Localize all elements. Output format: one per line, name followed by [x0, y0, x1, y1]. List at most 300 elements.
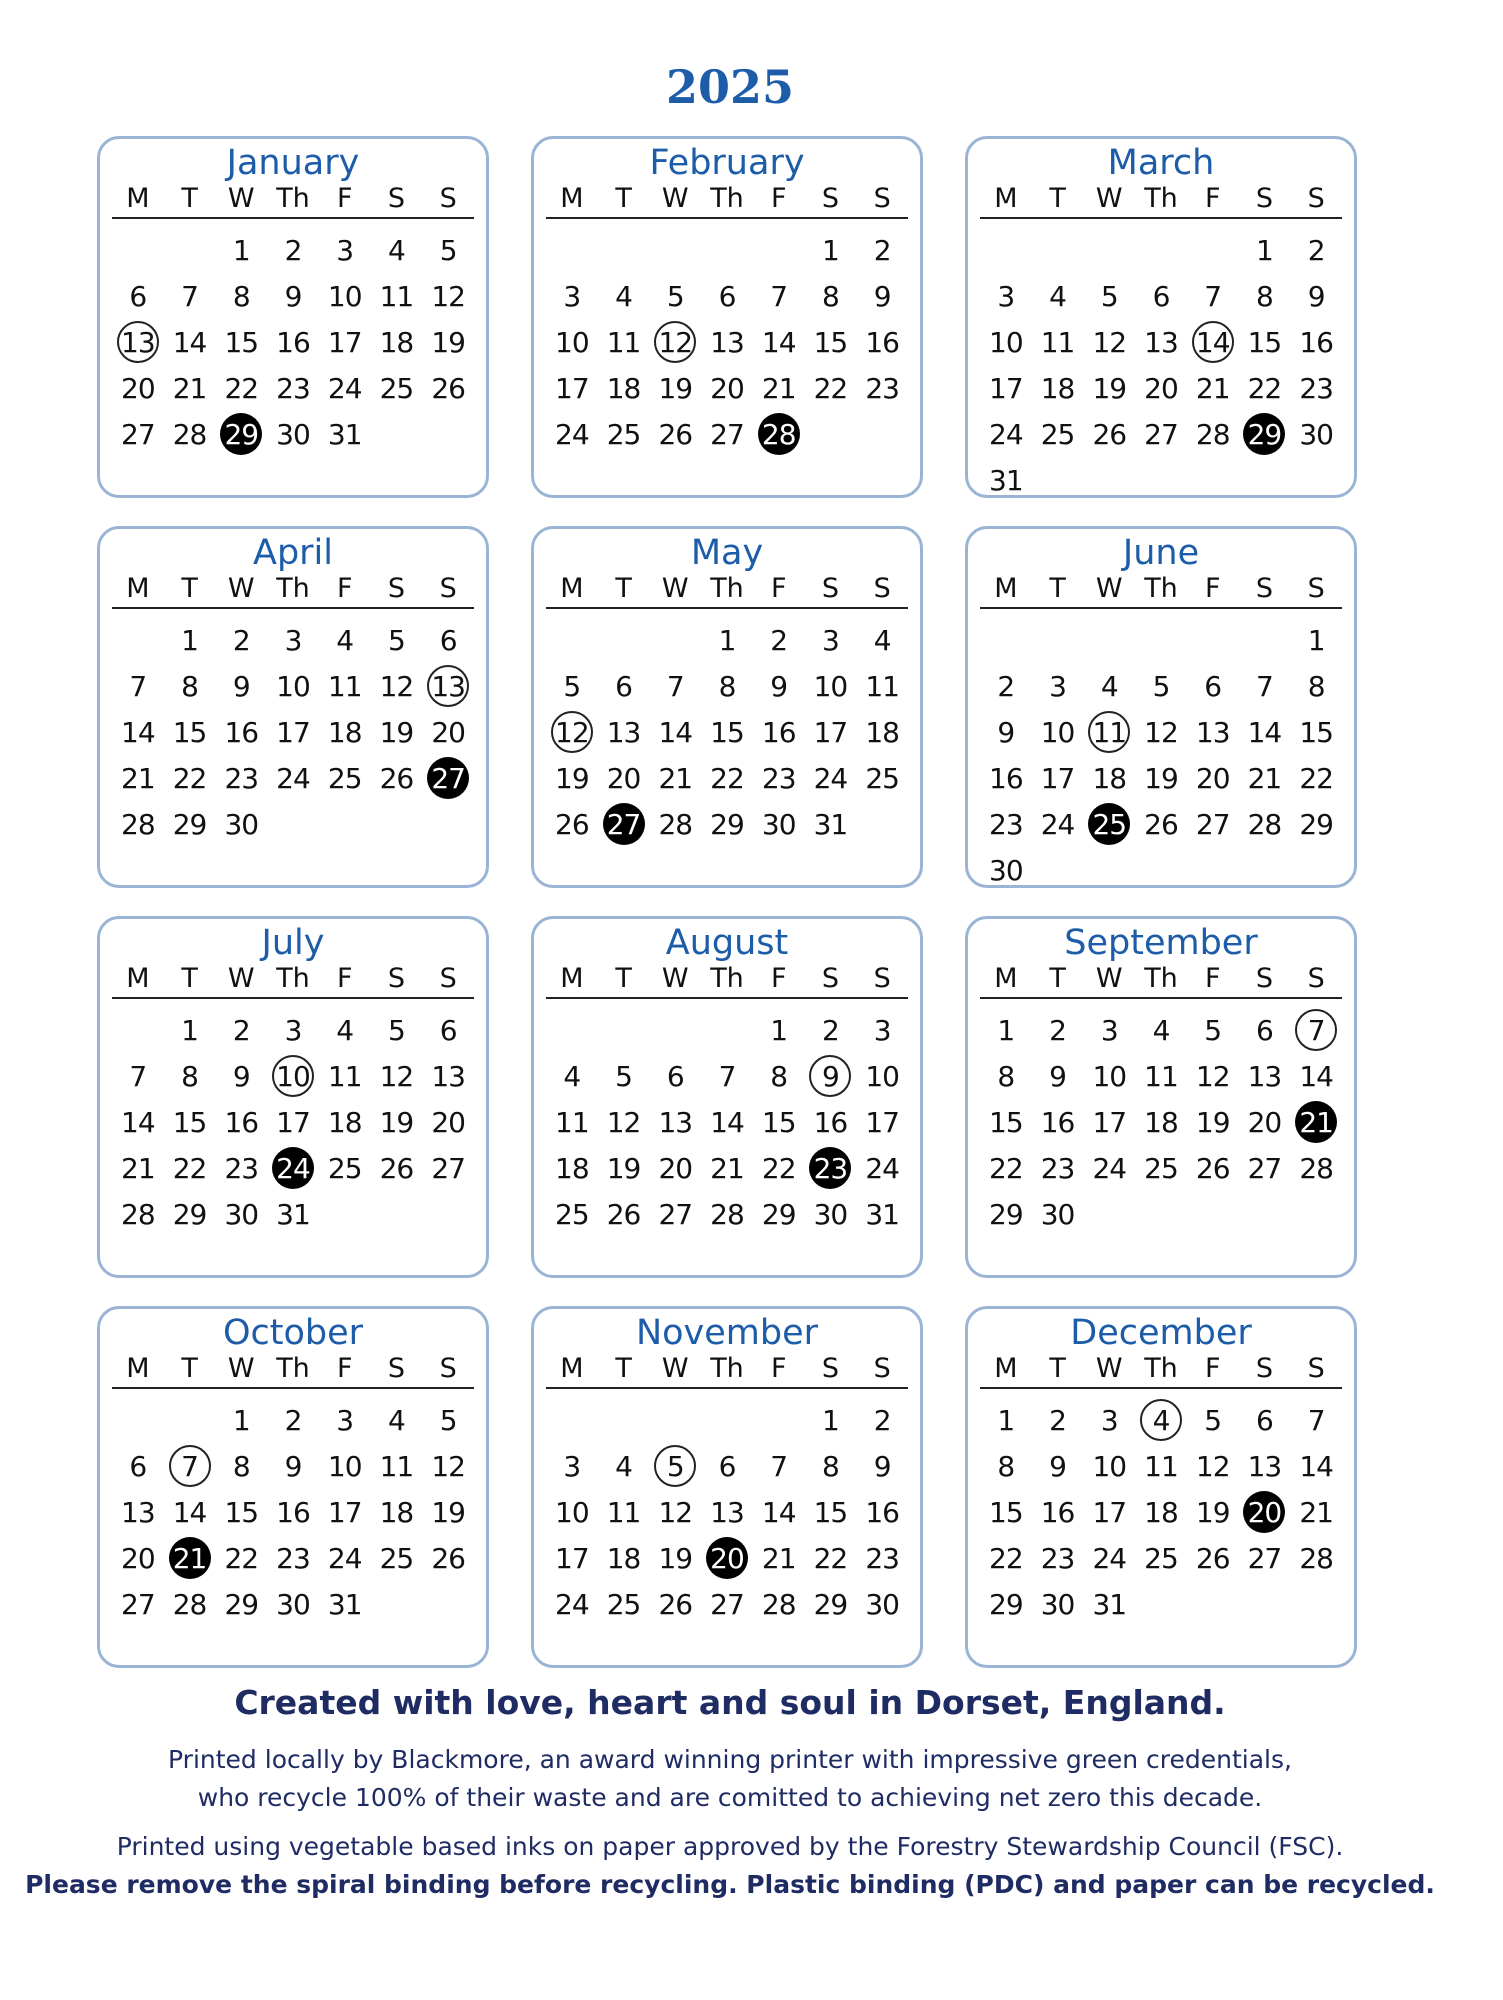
weekday-label: S [873, 1353, 891, 1384]
day-cell [546, 1443, 598, 1489]
day-number: 16 [865, 325, 899, 359]
day-number: 3 [1049, 669, 1066, 703]
day-cell [1032, 273, 1084, 319]
day-cell [753, 755, 805, 801]
day-cell [1239, 1145, 1291, 1191]
day-cell [215, 709, 267, 755]
day-cell [753, 1443, 805, 1489]
day-number: 8 [232, 1449, 250, 1483]
day-cell [1239, 755, 1291, 801]
day-cell [164, 273, 216, 319]
day-number: 18 [1144, 1105, 1178, 1139]
day-cell [980, 847, 1032, 893]
day-cell [1290, 365, 1342, 411]
weekday-label: F [1204, 1353, 1221, 1384]
day-number: 6 [718, 279, 736, 313]
month-may [531, 526, 923, 888]
day-number: 21 [121, 761, 155, 795]
day-number: 30 [276, 1587, 310, 1621]
day-grid [980, 617, 1342, 893]
day-number: 28 [758, 413, 800, 455]
empty-day [1083, 227, 1135, 273]
day-cell [215, 365, 267, 411]
day-number: 15 [1299, 715, 1333, 749]
day-number: 10 [989, 325, 1023, 359]
day-cell [701, 319, 753, 365]
day-number: 14 [121, 715, 155, 749]
weekday-label: F [336, 1353, 353, 1384]
day-number: 3 [563, 1449, 581, 1483]
day-number: 13 [1247, 1449, 1282, 1483]
day-number: 2 [232, 623, 250, 657]
day-cell [164, 1489, 216, 1535]
day-cell [112, 1535, 164, 1581]
month-january [97, 136, 489, 498]
day-number: 24 [327, 1541, 362, 1575]
day-number: 21 [761, 371, 796, 405]
day-number: 15 [1247, 325, 1282, 359]
day-cell [1032, 801, 1084, 847]
day-number: 23 [1299, 371, 1333, 405]
day-number: 22 [224, 371, 259, 405]
day-cell [649, 755, 701, 801]
footer-inks-line: Printed using vegetable based inks on paper approved by the Forestry Stewardship Council (FSC). [116, 1832, 1344, 1861]
day-grid [980, 1007, 1342, 1237]
day-cell [1032, 1397, 1084, 1443]
day-cell [856, 227, 908, 273]
day-number: 15 [761, 1105, 796, 1139]
month-october [97, 1306, 489, 1668]
day-cell [753, 1191, 805, 1237]
day-number: 19 [658, 371, 693, 405]
day-cell [1135, 1007, 1187, 1053]
day-number: 31 [1092, 1587, 1127, 1621]
day-cell [1083, 663, 1135, 709]
day-cell [649, 1053, 701, 1099]
day-number: 22 [989, 1151, 1023, 1185]
day-cell [1187, 1535, 1239, 1581]
month-april [97, 526, 489, 888]
day-cell [1290, 411, 1342, 457]
weekday-label: S [821, 573, 839, 604]
day-number: 9 [232, 1059, 250, 1093]
day-number: 14 [1192, 321, 1234, 363]
day-cell [371, 617, 423, 663]
day-cell [1239, 273, 1291, 319]
day-cell [112, 1489, 164, 1535]
month-name: June [1122, 533, 1200, 573]
day-cell [371, 227, 423, 273]
day-cell [371, 1007, 423, 1053]
day-number: 6 [1256, 1013, 1273, 1047]
weekday-label: W [1095, 183, 1123, 214]
month-december [965, 1306, 1357, 1668]
day-number: 9 [232, 669, 250, 703]
day-number: 4 [873, 623, 891, 657]
month-name: February [649, 143, 805, 183]
day-number: 19 [658, 1541, 693, 1575]
day-cell [215, 1535, 267, 1581]
empty-day [598, 1397, 650, 1443]
day-number: 30 [224, 1197, 259, 1231]
day-cell [1187, 709, 1239, 755]
day-number: 12 [658, 1495, 693, 1529]
new-moon-day [164, 1535, 216, 1581]
day-number: 15 [172, 1105, 207, 1139]
day-cell [1032, 1443, 1084, 1489]
day-cell [546, 1053, 598, 1099]
day-cell [164, 319, 216, 365]
day-cell [164, 1581, 216, 1627]
weekday-label: M [560, 1353, 584, 1384]
day-number: 12 [606, 1105, 641, 1139]
day-number: 21 [121, 1151, 155, 1185]
weekday-header [112, 573, 474, 609]
month-name: May [690, 533, 764, 573]
day-number: 30 [865, 1587, 899, 1621]
empty-day [598, 1007, 650, 1053]
day-number: 9 [873, 279, 891, 313]
day-cell [319, 1489, 371, 1535]
day-number: 2 [232, 1013, 250, 1047]
weekday-label: F [336, 573, 353, 604]
day-cell [649, 1581, 701, 1627]
day-number: 28 [761, 1587, 796, 1621]
day-number: 25 [327, 1151, 362, 1185]
day-cell [112, 1581, 164, 1627]
day-cell [980, 755, 1032, 801]
day-number: 7 [1295, 1009, 1337, 1051]
day-number: 16 [989, 761, 1023, 795]
day-number: 2 [770, 623, 788, 657]
day-number: 6 [439, 623, 457, 657]
weekday-label: S [1255, 1353, 1273, 1384]
empty-day [546, 227, 598, 273]
day-number: 17 [327, 325, 362, 359]
weekday-label: W [1095, 573, 1123, 604]
day-cell [1135, 1099, 1187, 1145]
day-number: 24 [555, 1587, 589, 1621]
day-number: 4 [388, 1403, 405, 1437]
day-cell [1083, 273, 1135, 319]
day-cell [422, 1007, 474, 1053]
day-number: 19 [555, 761, 589, 795]
day-cell [753, 319, 805, 365]
day-number: 29 [172, 807, 207, 841]
day-cell [980, 1053, 1032, 1099]
weekday-label: Th [276, 183, 310, 214]
day-number: 24 [989, 417, 1023, 451]
day-number: 20 [710, 371, 744, 405]
day-cell [753, 365, 805, 411]
day-number: 19 [379, 1105, 414, 1139]
day-cell [598, 365, 650, 411]
day-number: 25 [1144, 1151, 1178, 1185]
day-cell [1187, 1489, 1239, 1535]
day-number: 26 [1195, 1151, 1230, 1185]
day-cell [371, 1397, 423, 1443]
day-number: 19 [431, 325, 465, 359]
day-number: 25 [1144, 1541, 1178, 1575]
day-grid [546, 617, 908, 847]
empty-day [701, 227, 753, 273]
day-cell [112, 801, 164, 847]
day-number: 11 [327, 1059, 362, 1093]
day-cell [1239, 1397, 1291, 1443]
day-cell [1290, 801, 1342, 847]
day-cell [319, 1581, 371, 1627]
day-cell [701, 663, 753, 709]
day-cell [1290, 1145, 1342, 1191]
day-cell [319, 1397, 371, 1443]
weekday-label: M [560, 963, 584, 994]
day-number: 18 [1144, 1495, 1178, 1529]
day-number: 17 [276, 1105, 310, 1139]
day-number: 11 [379, 279, 414, 313]
empty-day [598, 227, 650, 273]
empty-day [701, 1397, 753, 1443]
day-number: 1 [770, 1013, 788, 1047]
day-number: 9 [1307, 279, 1325, 313]
day-number: 31 [989, 463, 1023, 497]
day-cell [980, 801, 1032, 847]
weekday-label: S [1307, 183, 1325, 214]
day-cell [546, 1099, 598, 1145]
day-cell [980, 1191, 1032, 1237]
day-cell [805, 1489, 857, 1535]
day-number: 8 [1307, 669, 1325, 703]
day-cell [371, 1145, 423, 1191]
day-number: 21 [1295, 1101, 1337, 1143]
weekday-label: S [1255, 183, 1273, 214]
day-cell [215, 1443, 267, 1489]
day-cell [805, 663, 857, 709]
day-number: 30 [1040, 1197, 1075, 1231]
day-cell [1135, 411, 1187, 457]
day-number: 9 [284, 279, 302, 313]
weekday-label: S [873, 183, 891, 214]
day-number: 12 [1144, 715, 1178, 749]
day-cell [164, 617, 216, 663]
months-grid [97, 136, 1357, 1668]
day-number: 6 [129, 279, 147, 313]
day-number: 27 [121, 1587, 155, 1621]
day-number: 1 [1256, 233, 1273, 267]
day-number: 8 [181, 1059, 198, 1093]
day-cell [1187, 411, 1239, 457]
month-name: November [635, 1313, 819, 1353]
day-cell [980, 457, 1032, 503]
day-number: 13 [1144, 325, 1178, 359]
new-moon-day [1239, 1489, 1291, 1535]
day-number: 27 [121, 417, 155, 451]
day-cell [546, 365, 598, 411]
weekday-label: S [1307, 1353, 1325, 1384]
day-number: 26 [606, 1197, 641, 1231]
day-cell [319, 1145, 371, 1191]
empty-day [980, 227, 1032, 273]
day-cell [164, 1099, 216, 1145]
day-number: 2 [284, 233, 302, 267]
day-grid [112, 1007, 474, 1237]
new-moon-day [1239, 411, 1291, 457]
day-cell [1032, 1145, 1084, 1191]
day-cell [701, 1053, 753, 1099]
day-number: 23 [224, 1151, 259, 1185]
day-number: 20 [121, 371, 155, 405]
day-number: 22 [172, 761, 207, 795]
day-cell [164, 663, 216, 709]
day-number: 2 [284, 1403, 302, 1437]
day-number: 27 [710, 417, 744, 451]
day-number: 4 [1100, 669, 1118, 703]
day-number: 18 [606, 371, 641, 405]
day-number: 31 [327, 1587, 362, 1621]
weekday-header [546, 183, 908, 219]
day-number: 7 [169, 1445, 211, 1487]
day-number: 17 [1092, 1495, 1127, 1529]
day-number: 26 [555, 807, 589, 841]
day-number: 25 [865, 761, 899, 795]
day-cell [856, 1145, 908, 1191]
day-number: 5 [388, 623, 405, 657]
weekday-header [112, 1353, 474, 1389]
day-number: 17 [1040, 761, 1075, 795]
day-cell [371, 1535, 423, 1581]
day-number: 23 [276, 1541, 310, 1575]
day-cell [1083, 755, 1135, 801]
empty-day [753, 1397, 805, 1443]
day-cell [598, 1535, 650, 1581]
day-number: 21 [172, 371, 207, 405]
day-number: 11 [327, 669, 362, 703]
day-cell [267, 755, 319, 801]
day-cell [422, 1535, 474, 1581]
day-number: 11 [379, 1449, 414, 1483]
full-moon-day [1083, 709, 1135, 755]
day-number: 1 [997, 1403, 1015, 1437]
day-number: 3 [336, 1403, 354, 1437]
weekday-label: Th [710, 183, 744, 214]
day-number: 15 [813, 1495, 848, 1529]
day-number: 29 [1243, 413, 1285, 455]
day-cell [1290, 1397, 1342, 1443]
day-number: 9 [770, 669, 788, 703]
day-cell [371, 365, 423, 411]
new-moon-day [1290, 1099, 1342, 1145]
day-cell [1187, 801, 1239, 847]
day-cell [805, 273, 857, 319]
day-cell [1083, 365, 1135, 411]
weekday-label: M [994, 1353, 1018, 1384]
day-cell [112, 1099, 164, 1145]
weekday-label: Th [710, 573, 744, 604]
weekday-label: Th [276, 1353, 310, 1384]
day-cell [1083, 1053, 1135, 1099]
day-number: 8 [997, 1449, 1015, 1483]
empty-day [649, 1397, 701, 1443]
day-number: 6 [439, 1013, 457, 1047]
day-cell [980, 1443, 1032, 1489]
day-number: 22 [813, 371, 848, 405]
day-cell [1032, 1099, 1084, 1145]
day-number: 28 [172, 1587, 207, 1621]
day-cell [598, 709, 650, 755]
day-number: 7 [666, 669, 684, 703]
weekday-label: W [661, 183, 689, 214]
day-cell [980, 411, 1032, 457]
weekday-label: S [439, 183, 457, 214]
day-cell [371, 273, 423, 319]
day-number: 23 [224, 761, 259, 795]
day-number: 20 [431, 715, 465, 749]
empty-day [649, 227, 701, 273]
day-cell [598, 1581, 650, 1627]
day-number: 17 [555, 371, 589, 405]
day-cell [649, 273, 701, 319]
day-number: 22 [710, 761, 744, 795]
day-cell [215, 1397, 267, 1443]
weekday-header [112, 963, 474, 999]
day-number: 7 [1256, 669, 1273, 703]
day-number: 24 [813, 761, 848, 795]
day-number: 13 [606, 715, 641, 749]
day-number: 29 [172, 1197, 207, 1231]
day-cell [701, 1099, 753, 1145]
day-cell [649, 365, 701, 411]
day-number: 2 [1049, 1403, 1066, 1437]
weekday-header [980, 183, 1342, 219]
day-number: 29 [813, 1587, 848, 1621]
day-number: 10 [1092, 1449, 1127, 1483]
day-number: 11 [555, 1105, 589, 1139]
day-cell [215, 1007, 267, 1053]
day-cell [598, 273, 650, 319]
day-number: 12 [431, 279, 465, 313]
weekday-label: F [770, 963, 787, 994]
day-number: 7 [770, 279, 788, 313]
day-number: 30 [1040, 1587, 1075, 1621]
weekday-label: F [770, 573, 787, 604]
day-number: 22 [989, 1541, 1023, 1575]
weekday-header [112, 183, 474, 219]
day-cell [649, 1489, 701, 1535]
day-number: 20 [658, 1151, 693, 1185]
day-cell [856, 1397, 908, 1443]
day-cell [649, 1191, 701, 1237]
day-number: 24 [1092, 1541, 1127, 1575]
weekday-label: T [1049, 573, 1066, 604]
day-cell [164, 709, 216, 755]
day-cell [753, 1581, 805, 1627]
day-number: 13 [117, 321, 159, 363]
day-cell [753, 801, 805, 847]
day-number: 12 [1092, 325, 1127, 359]
day-number: 3 [822, 623, 839, 657]
day-number: 25 [606, 1587, 641, 1621]
day-number: 17 [989, 371, 1023, 405]
day-number: 28 [658, 807, 693, 841]
day-cell [319, 227, 371, 273]
day-number: 29 [220, 413, 262, 455]
day-cell [112, 1191, 164, 1237]
day-number: 21 [169, 1537, 211, 1579]
day-cell [1290, 319, 1342, 365]
day-number: 8 [718, 669, 736, 703]
day-cell [1187, 1145, 1239, 1191]
day-cell [980, 709, 1032, 755]
day-grid [980, 227, 1342, 503]
